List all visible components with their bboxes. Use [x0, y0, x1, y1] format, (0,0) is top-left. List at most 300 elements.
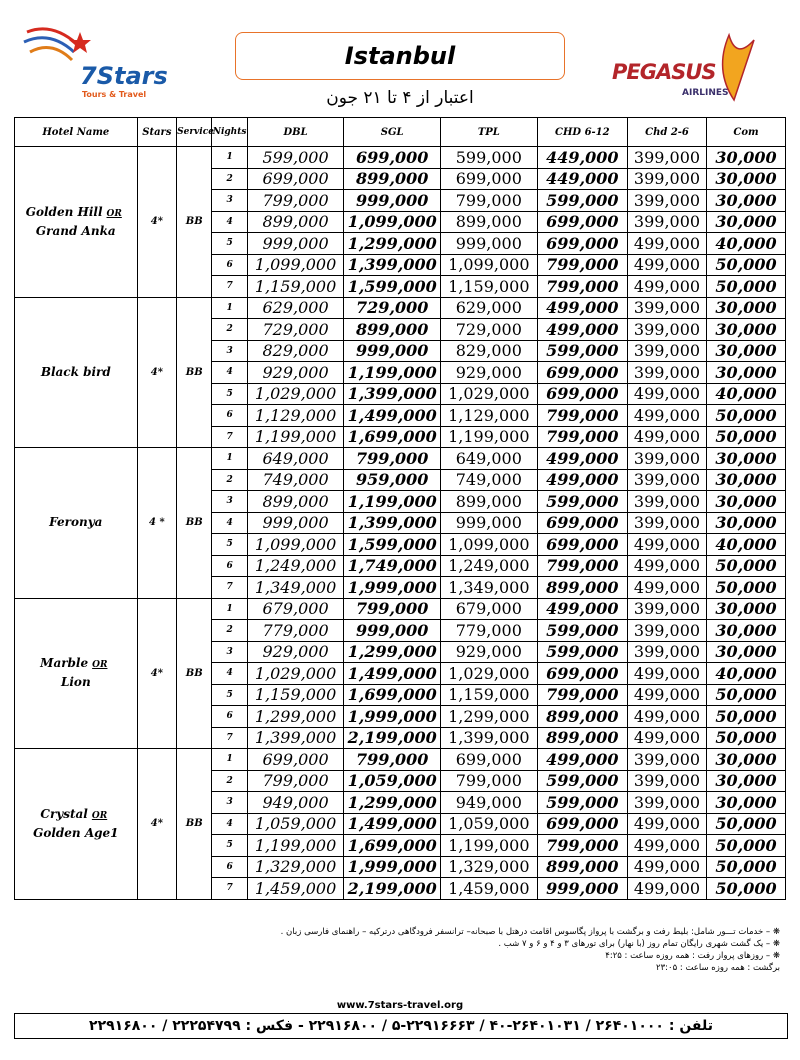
website-url[interactable]: www.7stars-travel.org	[336, 1000, 464, 1011]
price-cell: 729,000	[247, 319, 344, 341]
price-cell: 929,000	[247, 362, 344, 384]
price-cell: 399,000	[628, 190, 707, 212]
nights-cell: 2	[212, 770, 247, 792]
column-header: Service	[177, 118, 212, 147]
price-cell: 1,499,000	[344, 405, 441, 427]
column-header: Nights	[212, 118, 247, 147]
price-cell: 1,099,000	[247, 534, 344, 556]
price-cell: 50,000	[706, 878, 785, 900]
table-row	[15, 147, 786, 169]
price-cell: 599,000	[247, 147, 344, 169]
nights-cell: 5	[212, 383, 247, 405]
price-cell: 399,000	[628, 340, 707, 362]
price-cell: 30,000	[706, 297, 785, 319]
nights-cell: 6	[212, 254, 247, 276]
table-row	[15, 749, 786, 771]
price-cell: 599,000	[441, 147, 538, 169]
hotel-name-part: Black bird	[40, 364, 111, 379]
price-cell: 1,329,000	[247, 856, 344, 878]
price-cell: 499,000	[537, 469, 627, 491]
airline-name: PEGASUS	[612, 60, 716, 84]
price-cell: 899,000	[537, 727, 627, 749]
price-cell: 2,199,000	[344, 878, 441, 900]
price-cell: 30,000	[706, 319, 785, 341]
nights-cell: 7	[212, 727, 247, 749]
price-cell: 679,000	[247, 598, 344, 620]
price-cell: 499,000	[537, 598, 627, 620]
price-cell: 50,000	[706, 405, 785, 427]
price-cell: 699,000	[537, 233, 627, 255]
price-cell: 50,000	[706, 555, 785, 577]
price-cell: 999,000	[441, 512, 538, 534]
stars-cell: 4 *	[137, 448, 176, 599]
price-cell: 399,000	[628, 641, 707, 663]
price-cell: 1,399,000	[441, 727, 538, 749]
price-cell: 499,000	[537, 319, 627, 341]
price-cell: 30,000	[706, 448, 785, 470]
price-cell: 399,000	[628, 147, 707, 169]
price-cell: 499,000	[628, 405, 707, 427]
column-header: DBL	[247, 118, 344, 147]
column-header: Com	[706, 118, 785, 147]
price-cell: 999,000	[344, 190, 441, 212]
price-cell: 30,000	[706, 598, 785, 620]
price-cell: 1,699,000	[344, 684, 441, 706]
service-cell: BB	[177, 448, 212, 599]
price-cell: 779,000	[441, 620, 538, 642]
price-cell: 50,000	[706, 813, 785, 835]
price-cell: 499,000	[628, 254, 707, 276]
price-cell: 599,000	[537, 190, 627, 212]
price-cell: 699,000	[247, 749, 344, 771]
price-cell: 1,159,000	[441, 276, 538, 298]
nights-cell: 2	[212, 168, 247, 190]
nights-cell: 6	[212, 405, 247, 427]
price-cell: 2,199,000	[344, 727, 441, 749]
price-cell: 399,000	[628, 792, 707, 814]
price-cell: 729,000	[344, 297, 441, 319]
price-cell: 899,000	[344, 168, 441, 190]
price-cell: 499,000	[628, 878, 707, 900]
price-cell: 1,159,000	[247, 684, 344, 706]
price-cell: 30,000	[706, 620, 785, 642]
price-cell: 1,059,000	[441, 813, 538, 835]
stars-cell: 4*	[137, 749, 176, 900]
price-cell: 499,000	[628, 276, 707, 298]
price-cell: 1,459,000	[247, 878, 344, 900]
price-cell: 1,999,000	[344, 706, 441, 728]
price-cell: 799,000	[537, 405, 627, 427]
hotel-name-part: Golden Hill	[25, 204, 103, 219]
price-cell: 399,000	[628, 598, 707, 620]
price-cell: 779,000	[247, 620, 344, 642]
price-cell: 699,000	[537, 211, 627, 233]
price-cell: 499,000	[537, 448, 627, 470]
price-cell: 399,000	[628, 620, 707, 642]
price-cell: 399,000	[628, 512, 707, 534]
price-cell: 999,000	[344, 620, 441, 642]
price-cell: 399,000	[628, 448, 707, 470]
price-cell: 40,000	[706, 383, 785, 405]
price-cell: 1,059,000	[344, 770, 441, 792]
price-cell: 799,000	[537, 555, 627, 577]
price-cell: 499,000	[537, 297, 627, 319]
price-cell: 1,249,000	[441, 555, 538, 577]
nights-cell: 7	[212, 276, 247, 298]
price-cell: 50,000	[706, 426, 785, 448]
price-cell: 599,000	[537, 641, 627, 663]
price-cell: 499,000	[537, 749, 627, 771]
nights-cell: 5	[212, 534, 247, 556]
price-cell: 499,000	[628, 426, 707, 448]
price-cell: 50,000	[706, 276, 785, 298]
price-cell: 1,399,000	[344, 512, 441, 534]
price-cell: 999,000	[247, 233, 344, 255]
service-cell: BB	[177, 598, 212, 749]
price-cell: 30,000	[706, 770, 785, 792]
price-cell: 899,000	[247, 211, 344, 233]
validity-text: اعتبار از ۴ تا ۲۱ جون	[326, 88, 474, 108]
nights-cell: 3	[212, 190, 247, 212]
price-cell: 40,000	[706, 233, 785, 255]
price-cell: 899,000	[247, 491, 344, 513]
service-cell: BB	[177, 297, 212, 448]
price-cell: 1,299,000	[344, 641, 441, 663]
price-cell: 30,000	[706, 362, 785, 384]
column-header: CHD 6-12	[537, 118, 627, 147]
price-cell: 499,000	[628, 555, 707, 577]
price-cell: 50,000	[706, 856, 785, 878]
price-cell: 1,599,000	[344, 276, 441, 298]
price-cell: 499,000	[628, 835, 707, 857]
price-cell: 899,000	[344, 319, 441, 341]
price-cell: 1,999,000	[344, 577, 441, 599]
nights-cell: 5	[212, 233, 247, 255]
nights-cell: 4	[212, 813, 247, 835]
nights-cell: 7	[212, 878, 247, 900]
price-cell: 1,749,000	[344, 555, 441, 577]
price-cell: 599,000	[537, 491, 627, 513]
nights-cell: 1	[212, 749, 247, 771]
price-cell: 699,000	[537, 663, 627, 685]
price-cell: 1,329,000	[441, 856, 538, 878]
hotel-name-part: Crystal	[40, 806, 88, 821]
price-cell: 30,000	[706, 491, 785, 513]
price-cell: 499,000	[628, 383, 707, 405]
price-cell: 1,199,000	[247, 426, 344, 448]
price-cell: 399,000	[628, 362, 707, 384]
price-cell: 399,000	[628, 319, 707, 341]
price-cell: 799,000	[441, 190, 538, 212]
price-cell: 699,000	[441, 168, 538, 190]
price-cell: 399,000	[628, 297, 707, 319]
price-cell: 399,000	[628, 491, 707, 513]
hotel-name-cell	[15, 147, 138, 298]
nights-cell: 5	[212, 835, 247, 857]
price-cell: 929,000	[247, 641, 344, 663]
price-cell: 1,299,000	[247, 706, 344, 728]
price-cell: 499,000	[628, 663, 707, 685]
price-cell: 899,000	[441, 211, 538, 233]
price-cell: 499,000	[628, 706, 707, 728]
price-cell: 829,000	[247, 340, 344, 362]
nights-cell: 2	[212, 319, 247, 341]
seven-stars-logo	[22, 22, 168, 102]
price-cell: 499,000	[628, 727, 707, 749]
stars-cell: 4*	[137, 297, 176, 448]
price-cell: 649,000	[247, 448, 344, 470]
price-cell: 50,000	[706, 835, 785, 857]
stars-cell: 4*	[137, 147, 176, 298]
price-cell: 499,000	[628, 684, 707, 706]
price-cell: 999,000	[537, 878, 627, 900]
price-cell: 749,000	[441, 469, 538, 491]
hotel-name-part: Golden Age1	[33, 825, 119, 840]
service-cell: BB	[177, 147, 212, 298]
note-line: ❋ – روزهای پرواز رفت : همه روزه ساعت : ۴:۲۵	[605, 951, 780, 961]
hotel-name-cell	[15, 749, 138, 900]
price-cell: 30,000	[706, 340, 785, 362]
price-cell: 699,000	[247, 168, 344, 190]
nights-cell: 6	[212, 555, 247, 577]
nights-cell: 1	[212, 448, 247, 470]
price-cell: 799,000	[344, 749, 441, 771]
price-cell: 599,000	[537, 792, 627, 814]
price-cell: 1,459,000	[441, 878, 538, 900]
price-cell: 749,000	[247, 469, 344, 491]
service-cell: BB	[177, 749, 212, 900]
nights-cell: 3	[212, 491, 247, 513]
price-cell: 799,000	[247, 770, 344, 792]
nights-cell: 6	[212, 706, 247, 728]
price-cell: 1,199,000	[344, 362, 441, 384]
hotel-name-cell	[15, 448, 138, 599]
hotel-name-cell	[15, 297, 138, 448]
price-cell: 899,000	[537, 706, 627, 728]
price-cell: 699,000	[344, 147, 441, 169]
notes	[10, 926, 780, 974]
price-cell: 30,000	[706, 641, 785, 663]
price-cell: 899,000	[537, 856, 627, 878]
price-cell: 1,029,000	[247, 663, 344, 685]
price-cell: 30,000	[706, 792, 785, 814]
nights-cell: 1	[212, 297, 247, 319]
nights-cell: 4	[212, 211, 247, 233]
hotel-name-part: OR	[91, 810, 108, 821]
price-cell: 629,000	[247, 297, 344, 319]
price-cell: 599,000	[537, 620, 627, 642]
price-cell: 899,000	[441, 491, 538, 513]
price-cell: 40,000	[706, 534, 785, 556]
price-cell: 929,000	[441, 641, 538, 663]
nights-cell: 6	[212, 856, 247, 878]
nights-cell: 1	[212, 598, 247, 620]
price-cell: 699,000	[537, 813, 627, 835]
page-title: Istanbul	[344, 42, 456, 70]
price-cell: 1,159,000	[247, 276, 344, 298]
price-cell: 30,000	[706, 749, 785, 771]
price-cell: 699,000	[537, 362, 627, 384]
price-cell: 699,000	[537, 534, 627, 556]
price-cell: 1,199,000	[441, 426, 538, 448]
price-cell: 50,000	[706, 684, 785, 706]
nights-cell: 3	[212, 340, 247, 362]
nights-cell: 2	[212, 469, 247, 491]
price-cell: 1,099,000	[344, 211, 441, 233]
price-cell: 829,000	[441, 340, 538, 362]
price-cell: 50,000	[706, 577, 785, 599]
price-cell: 1,299,000	[344, 233, 441, 255]
hotel-name-part: Feronya	[49, 515, 103, 530]
price-cell: 1,599,000	[344, 534, 441, 556]
price-cell: 399,000	[628, 749, 707, 771]
price-cell: 729,000	[441, 319, 538, 341]
price-cell: 399,000	[628, 469, 707, 491]
stars-cell: 4*	[137, 598, 176, 749]
price-cell: 1,059,000	[247, 813, 344, 835]
price-cell: 30,000	[706, 147, 785, 169]
price-cell: 1,029,000	[247, 383, 344, 405]
price-cell: 499,000	[628, 534, 707, 556]
price-cell: 1,199,000	[247, 835, 344, 857]
nights-cell: 5	[212, 684, 247, 706]
price-cell: 30,000	[706, 469, 785, 491]
price-cell: 959,000	[344, 469, 441, 491]
price-cell: 799,000	[537, 684, 627, 706]
nights-cell: 4	[212, 362, 247, 384]
price-cell: 449,000	[537, 147, 627, 169]
price-cell: 499,000	[628, 233, 707, 255]
price-cell: 599,000	[537, 770, 627, 792]
nights-cell: 1	[212, 147, 247, 169]
price-cell: 999,000	[247, 512, 344, 534]
price-cell: 1,029,000	[441, 383, 538, 405]
price-cell: 399,000	[628, 770, 707, 792]
price-cell: 1,399,000	[344, 254, 441, 276]
price-cell: 679,000	[441, 598, 538, 620]
hotel-name-part: Grand Anka	[35, 223, 116, 238]
column-header: Stars	[137, 118, 176, 147]
price-cell: 1,249,000	[247, 555, 344, 577]
price-cell: 1,349,000	[247, 577, 344, 599]
price-cell: 649,000	[441, 448, 538, 470]
price-cell: 40,000	[706, 663, 785, 685]
price-cell: 1,499,000	[344, 663, 441, 685]
nights-cell: 2	[212, 620, 247, 642]
table-row	[15, 297, 786, 319]
price-cell: 1,099,000	[247, 254, 344, 276]
table-row	[15, 598, 786, 620]
price-cell: 399,000	[628, 168, 707, 190]
nights-cell: 4	[212, 663, 247, 685]
price-cell: 799,000	[441, 770, 538, 792]
contact-footer: تلفن : ۲۶۴۰۱۰۰۰ / ۲۶۴۰۱۰۳۱-۴۰ / ۲۲۹۱۶۶۶۳-۵ / ۲۲۹۱۶۸۰۰ - فکس : ۲۲۲۵۴۷۹۹ / ۲۲۹۱۶۸۰۰	[14, 1013, 788, 1039]
price-cell: 30,000	[706, 168, 785, 190]
nights-cell: 7	[212, 577, 247, 599]
logo-text: 7Stars	[80, 62, 168, 90]
price-cell: 1,099,000	[441, 254, 538, 276]
nights-cell: 7	[212, 426, 247, 448]
rates-table	[14, 117, 786, 900]
price-cell: 629,000	[441, 297, 538, 319]
hotel-name-part: Lion	[60, 675, 91, 690]
price-cell: 1,699,000	[344, 835, 441, 857]
price-cell: 30,000	[706, 190, 785, 212]
price-cell: 699,000	[441, 749, 538, 771]
price-cell: 799,000	[537, 254, 627, 276]
table-row	[15, 448, 786, 470]
column-header: Chd 2-6	[628, 118, 707, 147]
hotel-name-part: Marble	[40, 656, 89, 671]
price-cell: 1,129,000	[441, 405, 538, 427]
price-cell: 699,000	[537, 512, 627, 534]
title-box	[235, 32, 565, 80]
price-cell: 1,399,000	[247, 727, 344, 749]
hotel-name-part: OR	[92, 660, 108, 671]
price-cell: 499,000	[628, 577, 707, 599]
price-cell: 949,000	[247, 792, 344, 814]
price-cell: 1,099,000	[441, 534, 538, 556]
price-cell: 899,000	[537, 577, 627, 599]
price-cell: 699,000	[537, 383, 627, 405]
column-header: Hotel Name	[15, 118, 138, 147]
price-cell: 1,399,000	[344, 383, 441, 405]
price-cell: 1,029,000	[441, 663, 538, 685]
price-cell: 499,000	[628, 813, 707, 835]
price-cell: 799,000	[344, 448, 441, 470]
table-header	[15, 118, 786, 147]
price-cell: 799,000	[537, 835, 627, 857]
price-cell: 1,999,000	[344, 856, 441, 878]
price-cell: 50,000	[706, 254, 785, 276]
airline-subtext: AIRLINES	[682, 88, 729, 98]
price-cell: 449,000	[537, 168, 627, 190]
price-cell: 799,000	[344, 598, 441, 620]
price-cell: 30,000	[706, 211, 785, 233]
price-cell: 1,299,000	[441, 706, 538, 728]
price-cell: 799,000	[537, 276, 627, 298]
price-cell: 50,000	[706, 727, 785, 749]
price-cell: 949,000	[441, 792, 538, 814]
nights-cell: 3	[212, 641, 247, 663]
price-cell: 999,000	[441, 233, 538, 255]
note-line: ❋ – خدمات تـــور شامل: بلیط رفت و برگشت با پرواز پگاسوس اقامت درهتل با صبحانه– ترانسفر فرودگاهی درترکیه – راهنمای فارسی زبان .	[280, 927, 780, 937]
nights-cell: 4	[212, 512, 247, 534]
price-cell: 499,000	[628, 856, 707, 878]
price-cell: 1,299,000	[344, 792, 441, 814]
note-line: ❋ – یک گشت شهری رایگان تمام روز (با نهار) برای تورهای ۳ و ۴ و ۶ و ۷ شب .	[498, 939, 780, 949]
price-cell: 30,000	[706, 512, 785, 534]
price-cell: 999,000	[344, 340, 441, 362]
pegasus-logo	[604, 30, 764, 110]
hotel-name-part: OR	[106, 208, 122, 219]
note-line: برگشت : همه روزه ساعت : ۲۳:۰۵	[656, 963, 780, 973]
nights-cell: 3	[212, 792, 247, 814]
price-cell: 50,000	[706, 706, 785, 728]
price-cell: 1,129,000	[247, 405, 344, 427]
price-cell: 799,000	[537, 426, 627, 448]
price-cell: 1,159,000	[441, 684, 538, 706]
logo-subtext: Tours & Travel	[82, 90, 147, 99]
price-cell: 1,499,000	[344, 813, 441, 835]
price-cell: 799,000	[247, 190, 344, 212]
price-cell: 1,349,000	[441, 577, 538, 599]
price-cell: 1,199,000	[441, 835, 538, 857]
price-cell: 399,000	[628, 211, 707, 233]
price-cell: 1,699,000	[344, 426, 441, 448]
price-cell: 929,000	[441, 362, 538, 384]
column-header: SGL	[344, 118, 441, 147]
